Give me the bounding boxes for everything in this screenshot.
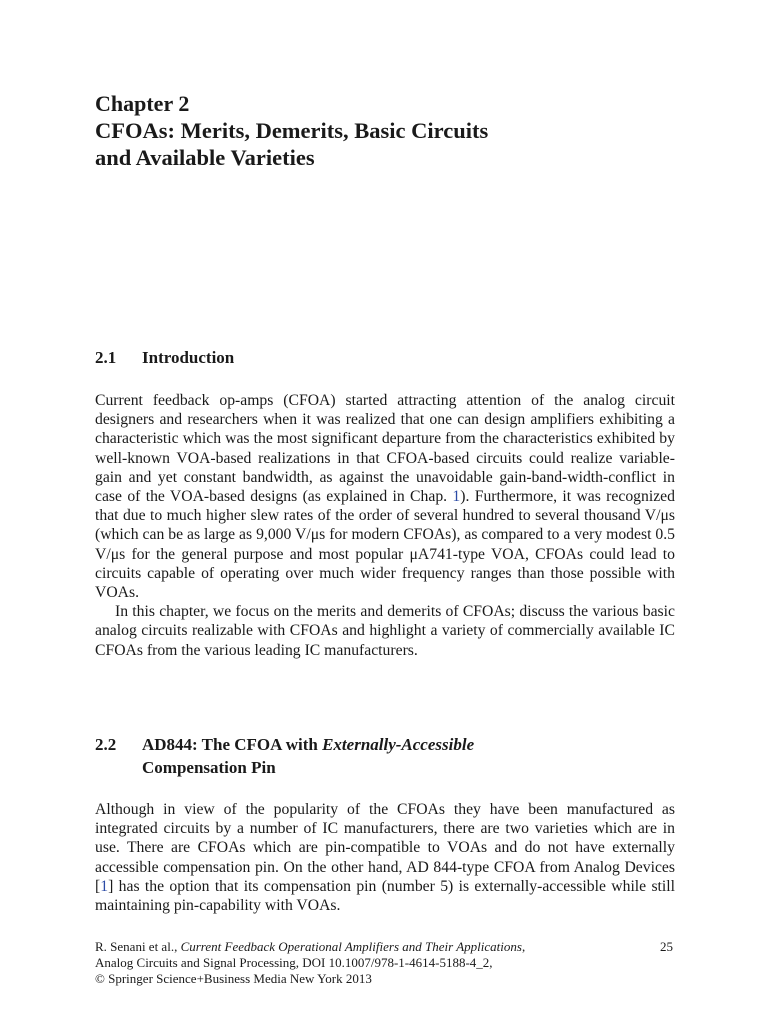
footer-book-title: Current Feedback Operational Amplifiers and Their Applications <box>180 939 522 954</box>
footer-citation <box>95 939 675 955</box>
paragraph-text: Although in view of the popularity of the CFOAs they have been manufactured as integrated circuits by a number of IC manufacturers, there are two varieties which are in use. There are CFOAs which are pin-compatible to VOAs and do not have externally accessible compensation pin. On the other hand, AD 844-type CFOA from Analog Devices [ <box>95 801 675 895</box>
bibliography-reference-link[interactable]: 1 <box>100 877 109 895</box>
chapter-title-line-1: CFOAs: Merits, Demerits, Basic Circuits <box>95 118 489 143</box>
section-heading-2-1 <box>95 346 234 369</box>
section-number: 2.2 <box>95 735 117 754</box>
page-number: 25 <box>660 939 673 954</box>
section-title: Introduction <box>142 348 235 367</box>
paragraph-text: ). Furthermore, it was recognized that due to much higher slew rates of the order of several hundred to several thousand V/μs (which can be as large as 9,000 V/μs for modern CFOAs), as compared to a very modest 0.5 V/μs for the general purpose and most popular μA741-type VOA, CFOAs could lead to circuits capable of operating over much wider frequency ranges than those possible with VOAs. <box>95 488 675 602</box>
section-heading-2-2 <box>95 733 474 779</box>
introduction-body <box>95 391 675 660</box>
footer-comma: , <box>521 939 526 954</box>
footer-authors: R. Senani et al., <box>95 939 181 954</box>
paragraph-text: Current feedback op-amps (CFOA) started attracting attention of the analog circuit designers and researchers when it was realized that one can design amplifiers exhibiting a characteristic which was the most significant departure from the characteristics exhibited by well-known VOA-based realizations in that CFOA-based circuits could realize variable-gain and yet constant bandwidth, as against the unavoidable gain-band-width-conflict in case of the VOA-based designs (as explained in Chap. <box>95 392 675 506</box>
chapter-label: Chapter 2 <box>95 91 190 116</box>
section-title-line-2: Compensation Pin <box>142 758 276 777</box>
paragraph-text: In this chapter, we focus on the merits and demerits of CFOAs; discuss the various basic analog circuits realizable with CFOAs and highlight a variety of commercially available IC CFOAs from the various leading IC manufacturers. <box>95 603 675 659</box>
chapter-title-line-2: and Available Varieties <box>95 145 315 170</box>
page-footer <box>95 939 675 987</box>
section-number: 2.1 <box>95 348 117 367</box>
footer-series-doi: Analog Circuits and Signal Processing, DOI 10.1007/978-1-4614-5188-4_2, <box>95 955 493 970</box>
ad844-body <box>95 800 675 915</box>
section-title-italic: Externally-Accessible <box>322 735 475 754</box>
footer-copyright: © Springer Science+Business Media New York 2013 <box>95 971 372 986</box>
chapter-title <box>95 117 695 171</box>
paragraph-text: ] has the option that its compensation pin (number 5) is externally-accessible while still maintaining pin-capability with VOAs. <box>95 877 675 915</box>
section-title: AD844: The CFOA with <box>142 735 323 754</box>
chapter-reference-link[interactable]: 1 <box>452 488 461 506</box>
